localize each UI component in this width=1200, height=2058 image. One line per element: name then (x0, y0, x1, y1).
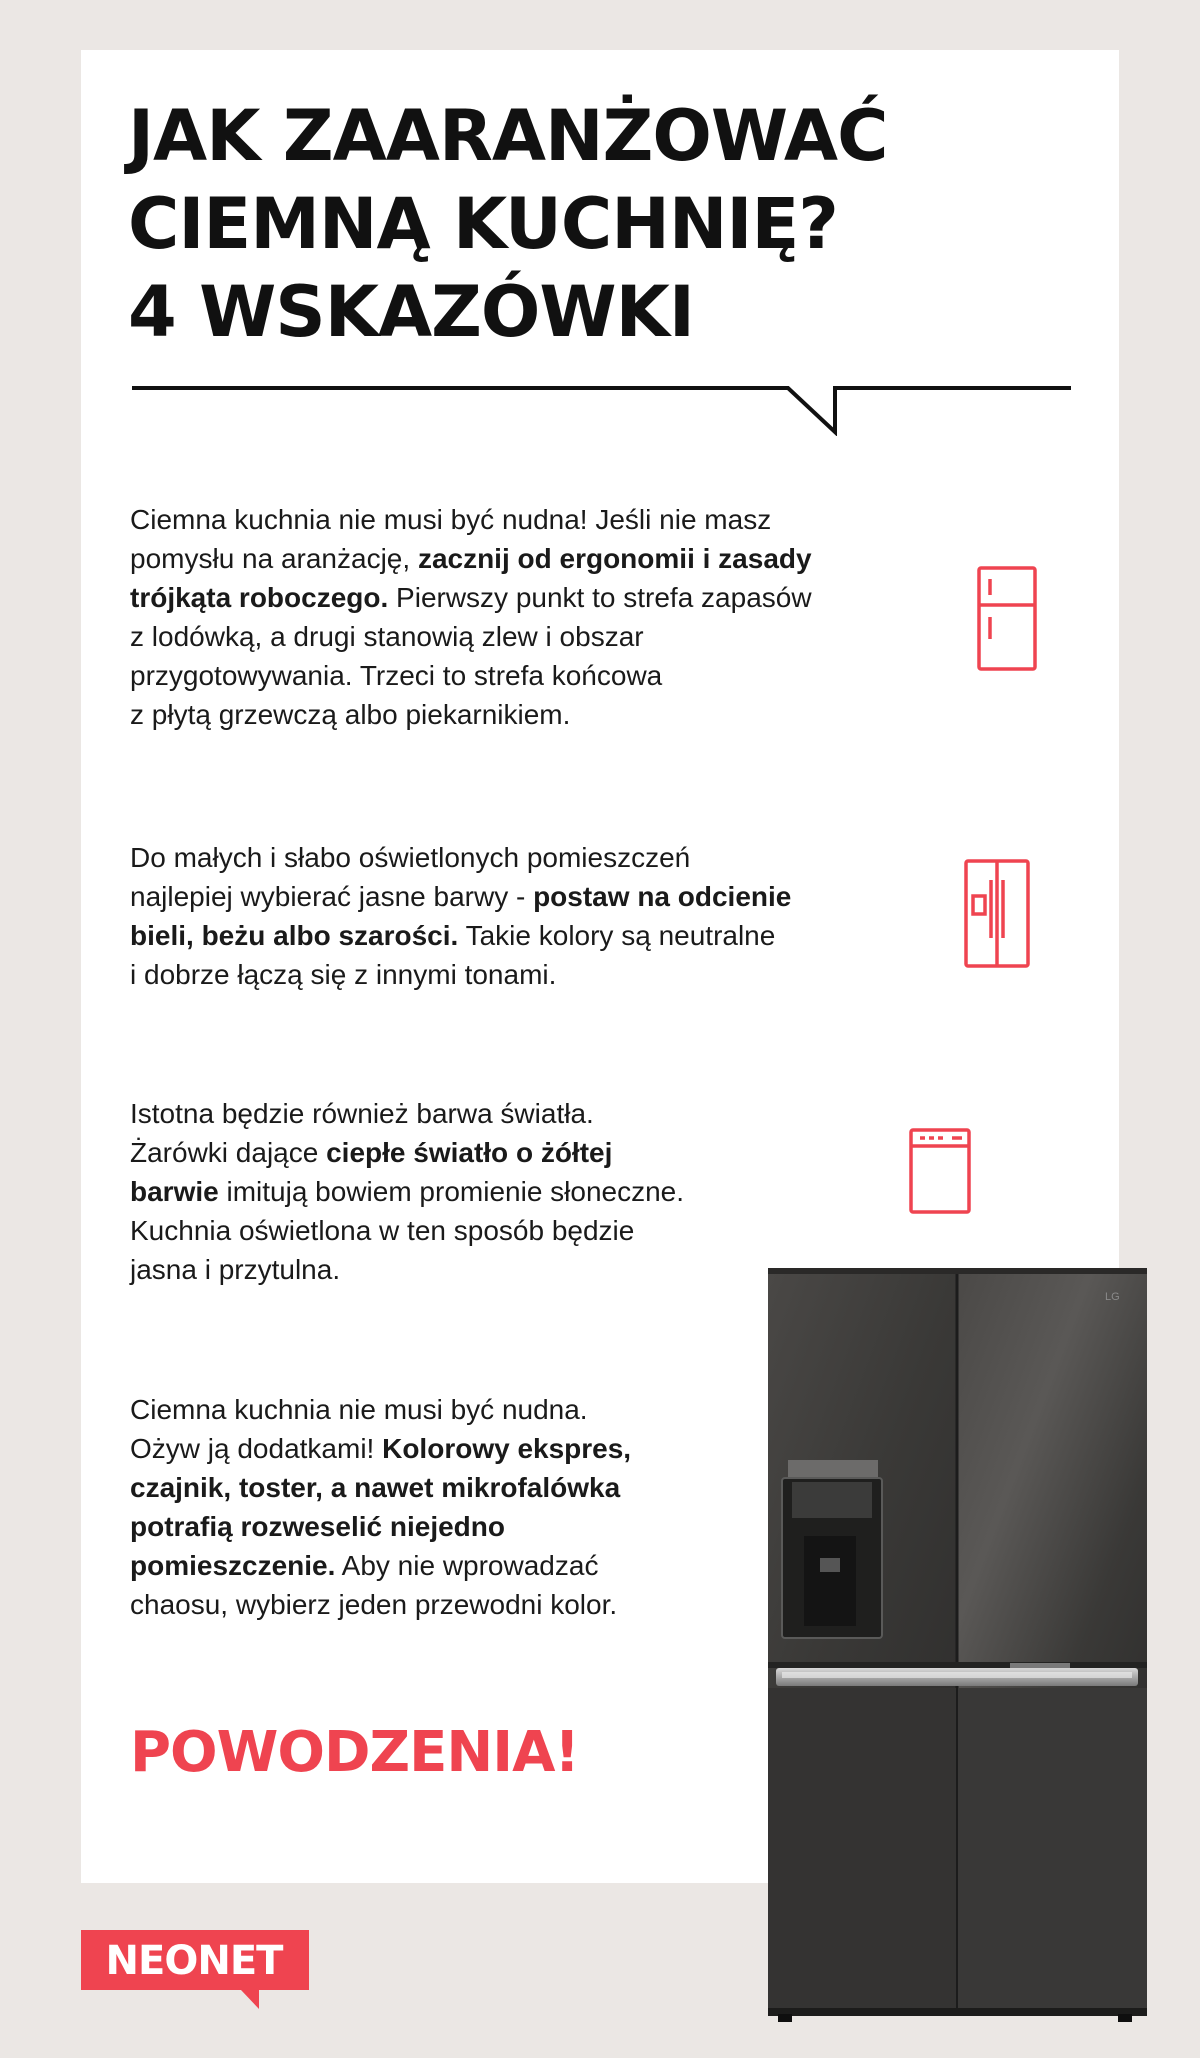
tip-bold-run: Kolorowy ekspres, (382, 1433, 632, 1464)
dishwasher-icon (908, 1127, 972, 1215)
tip-line (130, 500, 920, 539)
tip-run: i dobrze łączą się z innymi tonami. (130, 959, 557, 990)
tip-run: najlepiej wybierać jasne barwy - (130, 881, 534, 912)
tip-line (130, 838, 920, 877)
tip-2-text (130, 838, 920, 994)
tip-run: pomysłu na aranżację, (130, 543, 418, 574)
tip-line (130, 695, 920, 734)
title-line-3: 4 WSKAZÓWKI (128, 271, 694, 353)
fridge-icon (976, 565, 1038, 673)
title-line-2: CIEMNĄ KUCHNIĘ? (128, 183, 838, 265)
page-title (128, 92, 1108, 356)
tip-bold-run: barwie (130, 1176, 219, 1207)
tip-run: Do małych i słabo oświetlonych pomieszczeń (130, 842, 691, 873)
tip-line (130, 539, 920, 578)
tip-run: Żarówki dające (130, 1137, 327, 1168)
tip-run: Ożyw ją dodatkami! (130, 1433, 383, 1464)
tip-line (130, 578, 920, 617)
tip-run: imitują bowiem promienie słoneczne. (218, 1176, 685, 1207)
tip-line (130, 656, 920, 695)
tip-run: z płytą grzewczą albo piekarnikiem. (130, 699, 571, 730)
tip-bold-run: trójkąta roboczego. (130, 582, 389, 613)
tip-line (130, 1172, 920, 1211)
tip-line (130, 877, 920, 916)
neonet-logo-text: NEONET (105, 1938, 283, 1984)
finale-heading: POWODZENIA! (130, 1720, 579, 1785)
tip-run: Kuchnia oświetlona w ten sposób będzie (130, 1215, 635, 1246)
tip-line (130, 1211, 920, 1250)
tip-run: Ciemna kuchnia nie musi być nudna! Jeśli nie masz (130, 504, 772, 535)
tip-bold-run: bieli, beżu albo szarości. (130, 920, 459, 951)
tip-bold-run: potrafią rozweselić niejedno (130, 1511, 505, 1542)
speech-bubble-divider (130, 370, 1075, 436)
tip-line (130, 916, 920, 955)
tip-bold-run: ciepłe światło o żółtej (326, 1137, 613, 1168)
tip-bold-run: zacznij od ergonomii i zasady (417, 543, 812, 574)
tip-run: Ciemna kuchnia nie musi być nudna. (130, 1394, 588, 1425)
tip-run: Takie kolory są neutralne (458, 920, 776, 951)
tip-run: jasna i przytulna. (130, 1254, 341, 1285)
tip-run: chaosu, wybierz jeden przewodni kolor. (130, 1589, 618, 1620)
tip-run: Pierwszy punkt to strefa zapasów (388, 582, 812, 613)
tip-run: przygotowywania. Trzeci to strefa końcowa (130, 660, 663, 691)
fridge-product-image (760, 1268, 1155, 2023)
side-by-side-fridge-icon (963, 858, 1031, 970)
tip-1-text (130, 500, 920, 734)
svg-text:LG: LG (1105, 1291, 1120, 1303)
tip-bold-run: postaw na odcienie (533, 881, 792, 912)
tip-line (130, 1094, 920, 1133)
tip-run: Aby nie wprowadzać (335, 1550, 599, 1581)
tip-3-text (130, 1094, 920, 1289)
tip-run: z lodówką, a drugi stanowią zlew i obszar (130, 621, 644, 652)
tip-line (130, 1133, 920, 1172)
tip-run: Istotna będzie również barwa światła. (130, 1098, 594, 1129)
tip-line (130, 955, 920, 994)
title-line-1: JAK ZAARANŻOWAĆ (128, 95, 888, 177)
tip-bold-run: czajnik, toster, a nawet mikrofalówka (130, 1472, 621, 1503)
tip-bold-run: pomieszczenie. (130, 1550, 336, 1581)
tip-line (130, 617, 920, 656)
